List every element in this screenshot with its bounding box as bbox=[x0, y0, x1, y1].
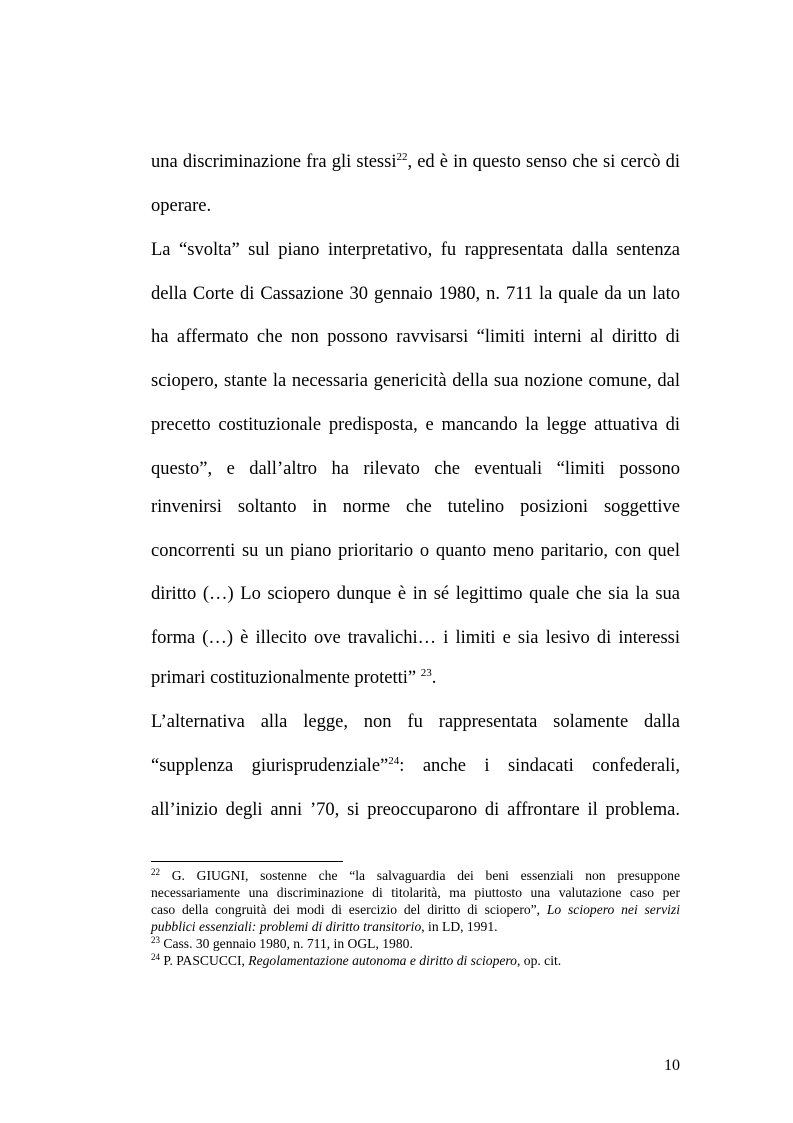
footnote-22-line bbox=[151, 901, 680, 918]
footnote-24 bbox=[151, 952, 680, 969]
body-line: forma (…) è illecito ove travalichi… i limiti e sia lesivo di interessi bbox=[151, 628, 680, 648]
footnote-ref-22[interactable]: 22 bbox=[396, 151, 408, 163]
cited-title: Lo sciopero nei servizi bbox=[546, 902, 680, 917]
footnote-22-line bbox=[151, 918, 680, 935]
body-line: diritto (…) Lo sciopero dunque è in sé legittimo quale che sia la sua bbox=[151, 584, 680, 604]
text: , in LD, 1991. bbox=[421, 919, 498, 934]
footnote-22-line bbox=[151, 867, 680, 884]
footnote-ref-23[interactable]: 23 bbox=[420, 667, 432, 679]
body-line: rinvenirsi soltanto in norme che tutelino posizioni soggettive bbox=[151, 497, 680, 517]
text: P. PASCUCCI, bbox=[160, 953, 249, 968]
body-line: concorrenti su un piano prioritario o quanto meno paritario, con quel bbox=[151, 541, 680, 561]
body-line: sciopero, stante la necessaria genericità della sua nozione comune, dal bbox=[151, 371, 680, 391]
text: una discriminazione fra gli stessi bbox=[151, 152, 397, 172]
text: . bbox=[431, 668, 437, 688]
footnote-ref-24[interactable]: 24 bbox=[388, 755, 400, 767]
page-number: 10 bbox=[664, 1057, 680, 1074]
body-line: ha affermato che non possono ravvisarsi “limiti interni al diritto di bbox=[151, 327, 680, 347]
footnote-number: 23 bbox=[151, 935, 160, 945]
body-line: all’inizio degli anni ’70, si preoccuparono di affrontare il problema. bbox=[151, 800, 680, 820]
body-line: questo”, e dall’altro ha rilevato che eventuali “limiti possono bbox=[151, 459, 680, 479]
cited-title: pubblici essenziali: problemi di diritto transitorio bbox=[151, 919, 422, 934]
text: Cass. 30 gennaio 1980, n. 711, in OGL, 1980. bbox=[160, 936, 413, 951]
body-line: operare. bbox=[151, 196, 212, 216]
footnote-number: 22 bbox=[151, 867, 160, 877]
footnote-22-line: necessariamente una discriminazione di titolarità, ma piuttosto una valutazione caso per bbox=[151, 885, 680, 900]
footnote-separator bbox=[151, 861, 343, 862]
text: “supplenza giurisprudenziale” bbox=[151, 756, 389, 776]
text: : anche i sindacati confederali, bbox=[399, 756, 680, 776]
text: primari costituzionalmente protetti” bbox=[151, 668, 421, 688]
body-line: della Corte di Cassazione 30 gennaio 1980, n. 711 la quale da un lato bbox=[151, 284, 680, 304]
body-line: L’alternativa alla legge, non fu rappresentata solamente dalla bbox=[151, 712, 680, 732]
body-line bbox=[151, 151, 680, 173]
cited-title: Regolamentazione autonoma e diritto di sciopero bbox=[248, 953, 517, 968]
body-line bbox=[151, 755, 680, 777]
body-line bbox=[151, 667, 680, 689]
footnote-23 bbox=[151, 935, 680, 952]
text: , op. cit. bbox=[516, 953, 562, 968]
body-line: La “svolta” sul piano interpretativo, fu rappresentata dalla sentenza bbox=[151, 240, 680, 260]
text: G. GIUGNI, sostenne che “la salvaguardia dei beni essenziali non presuppone bbox=[160, 868, 680, 883]
text: , ed è in questo senso che si cercò di bbox=[407, 152, 680, 172]
footnote-number: 24 bbox=[151, 952, 160, 962]
text: caso della congruità dei modi di esercizio del diritto di sciopero”, bbox=[151, 902, 547, 917]
body-line: precetto costituzionale predisposta, e mancando la legge attuativa di bbox=[151, 415, 680, 435]
